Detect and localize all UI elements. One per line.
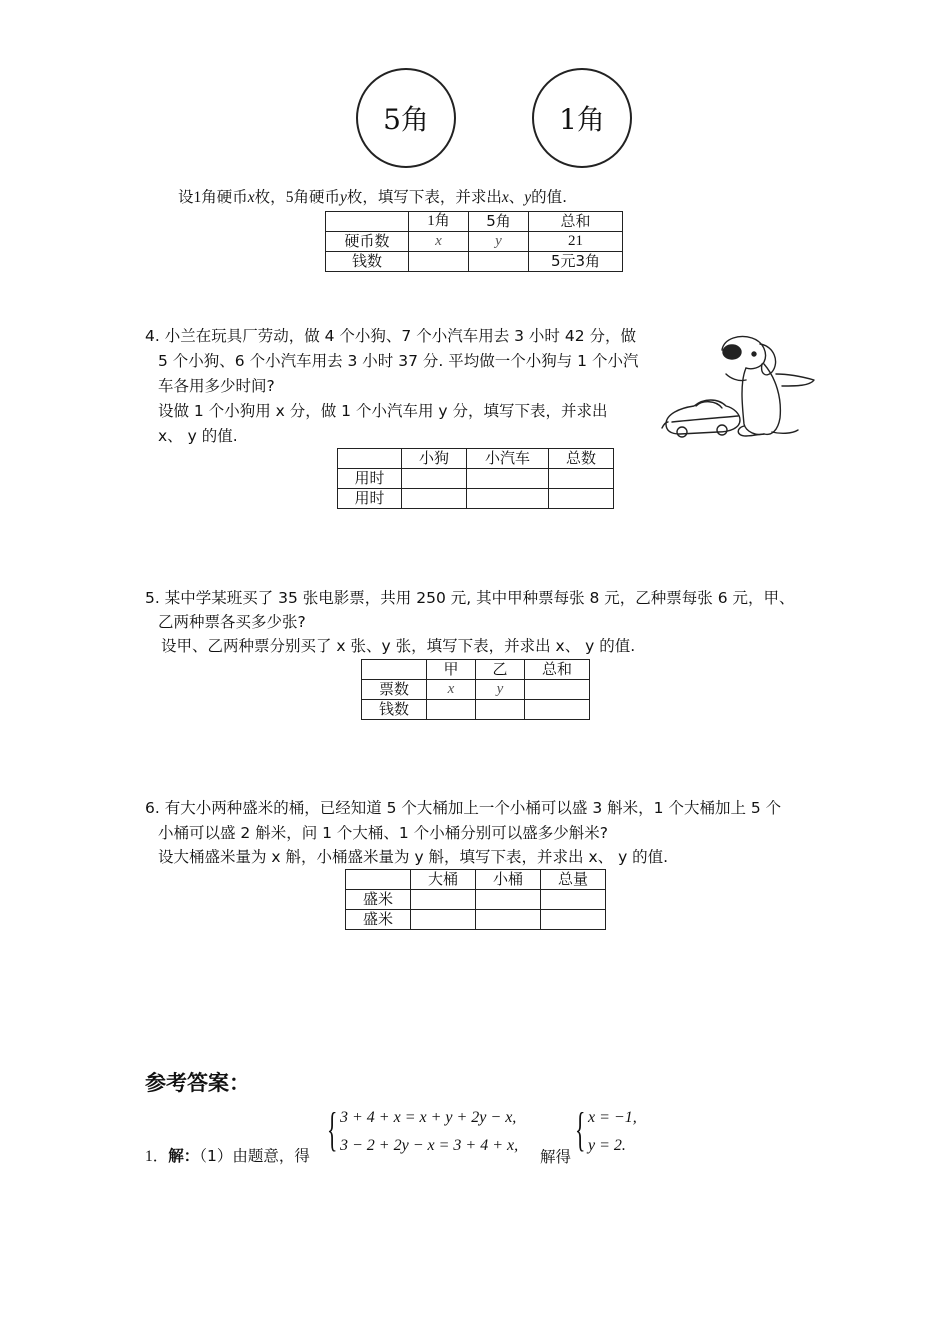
table-cell: x [409, 232, 469, 252]
q4-line-4: 设做 1 个小狗用 x 分，做 1 个小汽车用 y 分，填写下表，并求出 [158, 402, 608, 420]
table-cell: 盛米 [346, 890, 411, 910]
table-cell [427, 700, 476, 720]
table-cell: y [476, 680, 525, 700]
table-cell [409, 252, 469, 272]
coin-5jiao [356, 68, 456, 168]
equation-2: 3 − 2 + 2y − x = 3 + 4 + x, [340, 1137, 519, 1154]
table-cell [411, 910, 476, 930]
table-cell: 硬币数 [326, 232, 409, 252]
table-row [346, 910, 606, 930]
table-cell: 小桶 [476, 870, 541, 890]
q3-prompt-part: 设 [178, 188, 194, 206]
answer-1-text: （1）由题意，得 [199, 1147, 310, 1165]
table-cell [346, 870, 411, 890]
answer-1-solve-label: 解： [168, 1147, 200, 1165]
answers-heading: 参考答案： [145, 1071, 250, 1095]
q3-prompt-part: y [339, 189, 347, 206]
table-cell [549, 489, 614, 509]
q3-prompt-part: 角硬币 [293, 188, 340, 206]
table-cell [326, 212, 409, 232]
table-cell: 总和 [529, 212, 623, 232]
table-cell [338, 449, 402, 469]
table-cell: 总量 [541, 870, 606, 890]
table-cell [525, 700, 590, 720]
table-row [346, 890, 606, 910]
table-cell: 乙 [476, 660, 525, 680]
table-row [338, 469, 614, 489]
table-row [326, 252, 623, 272]
table-cell: 总和 [525, 660, 590, 680]
table-cell [402, 469, 467, 489]
table-cell: 票数 [362, 680, 427, 700]
table-header-row [362, 660, 590, 680]
q6-line-2: 小桶可以盛 2 斛米，问 1 个大桶、1 个小桶分别可以盛多少斛米? [158, 824, 608, 842]
table-cell [549, 469, 614, 489]
table-cell [411, 890, 476, 910]
table-cell [469, 252, 529, 272]
coin-1jiao-label: 1角 [559, 103, 605, 136]
q3-prompt-part: 角硬币 [201, 188, 248, 206]
q5-table [361, 659, 590, 720]
table-cell: 钱数 [326, 252, 409, 272]
table-cell [476, 700, 525, 720]
q3-prompt [178, 185, 567, 210]
coin-1jiao [532, 68, 632, 168]
q3-prompt-part: y [524, 189, 532, 206]
solve-word: 解得 [540, 1148, 572, 1166]
table-cell: x [427, 680, 476, 700]
table-cell: 5角 [469, 212, 529, 232]
q3-prompt-part: 、 [508, 188, 525, 206]
q3-prompt-part: x [501, 189, 509, 206]
q3-prompt-part: 1 [193, 189, 202, 206]
q4-line-2: 5 个小狗、6 个小汽车用去 3 小时 37 分. 平均做一个小狗与 1 个小汽 [158, 352, 639, 370]
table-cell: 21 [529, 232, 623, 252]
q3-prompt-part: 枚，填写下表，并求出 [346, 188, 502, 206]
q3-table [325, 211, 623, 272]
table-cell: 甲 [427, 660, 476, 680]
table-cell [362, 660, 427, 680]
q3-prompt-part: 的值. [531, 188, 568, 206]
q4-line-1: 4. 小兰在玩具厂劳动，做 4 个小狗、7 个小汽车用去 3 小时 42 分，做 [145, 327, 637, 345]
answer-1-number: 1． [145, 1148, 169, 1165]
table-cell [525, 680, 590, 700]
table-cell: 用时 [338, 489, 402, 509]
table-row [362, 680, 590, 700]
table-cell: 钱数 [362, 700, 427, 720]
answer-1-intro [145, 1144, 310, 1169]
table-cell [476, 910, 541, 930]
coin-5jiao-label: 5角 [383, 103, 429, 136]
q4-line-3: 车各用多少时间? [158, 377, 275, 395]
table-cell: 用时 [338, 469, 402, 489]
system-brace: { [327, 1103, 338, 1156]
table-cell [402, 489, 467, 509]
table-header-row [346, 870, 606, 890]
q5-line-3: 设甲、乙两种票分别买了 x 张、y 张，填写下表，并求出 x、 y 的值. [161, 637, 636, 655]
table-row [338, 489, 614, 509]
solution-1: x = −1, [588, 1109, 637, 1126]
table-header-row [326, 212, 623, 232]
table-row [362, 700, 590, 720]
table-cell: 小狗 [402, 449, 467, 469]
table-cell [541, 910, 606, 930]
table-cell: 小汽车 [467, 449, 549, 469]
table-cell [541, 890, 606, 910]
table-cell [467, 469, 549, 489]
table-header-row [338, 449, 614, 469]
table-cell: 5元3角 [529, 252, 623, 272]
solution-brace: { [575, 1103, 586, 1156]
table-cell: 盛米 [346, 910, 411, 930]
table-cell: 总数 [549, 449, 614, 469]
q6-line-1: 6. 有大小两种盛米的桶，已经知道 5 个大桶加上一个小桶可以盛 3 斛米，1 个大桶加上 5 个 [145, 799, 782, 817]
table-cell: y [469, 232, 529, 252]
q5-line-2: 乙两种票各买多少张? [158, 613, 306, 631]
table-cell: 1角 [409, 212, 469, 232]
solution-2: y = 2. [588, 1137, 626, 1154]
q5-line-1: 5. 某中学某班买了 35 张电影票，共用 250 元, 其中甲种票每张 8 元，乙种票每张 6 元，甲、 [145, 589, 795, 607]
q3-prompt-part: 枚， [254, 188, 286, 206]
table-row [326, 232, 623, 252]
dog-and-car-illustration [660, 328, 820, 444]
q4-line-5: x、 y 的值. [158, 427, 238, 445]
q4-table [337, 448, 614, 509]
table-cell [467, 489, 549, 509]
q3-prompt-part: 5 [285, 189, 294, 206]
q6-line-3: 设大桶盛米量为 x 斛，小桶盛米量为 y 斛，填写下表，并求出 x、 y 的值. [158, 848, 669, 866]
q3-prompt-part: x [247, 189, 255, 206]
q6-table [345, 869, 606, 930]
equation-1: 3 + 4 + x = x + y + 2y − x, [340, 1109, 517, 1126]
table-cell [476, 890, 541, 910]
table-cell: 大桶 [411, 870, 476, 890]
